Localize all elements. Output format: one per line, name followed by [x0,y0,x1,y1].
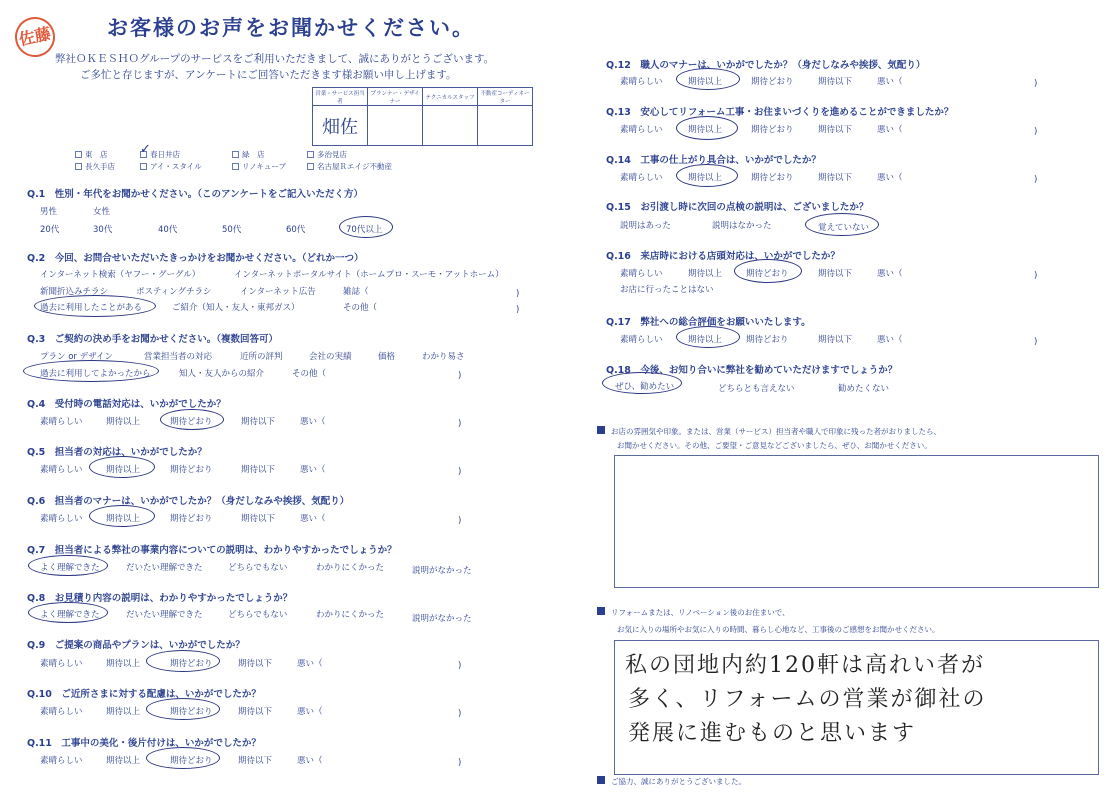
q9-option-selected[interactable]: 期待どおり [170,659,213,669]
q3-option[interactable]: その他（ [292,369,327,379]
q16-option[interactable]: 期待以上 [688,269,723,279]
q16-option[interactable]: 素晴らしい [620,269,663,279]
answer-circle [28,602,108,623]
q3-option[interactable]: 近所の評判 [240,352,283,362]
q6-option[interactable]: 期待どおり [170,514,213,524]
store-checkbox[interactable]: 緑 店 [232,149,265,160]
staff-name-handwritten: 畑佐 [313,106,368,146]
q2-option[interactable]: 新聞折込みチラシ [40,287,109,297]
q18-title: Q.18 今後、お知り合いに弊社を勧めていただけますでしょうか？ [606,365,898,376]
q13-option[interactable]: 期待以下 [818,125,853,135]
q13-title: Q.13 安心してリフォーム工事・お住まいづくりを進めることができましたか？ [606,107,954,118]
answer-circle [146,747,220,769]
q12-option[interactable]: 素晴らしい [620,77,663,87]
q2-option[interactable]: ポスティングチラシ [136,287,212,297]
q3-option[interactable]: 営業担当者の対応 [144,352,213,362]
handwritten-comment-line-1: 私の団地内約120軒は高れい者が [625,653,985,678]
staff-header-technical: テクニカルスタッフ [423,88,478,106]
q2-option[interactable]: インターネットポータルサイト（ホームプロ・スーモ・アットホーム） [234,270,504,280]
q3-title: Q.3 ご契約の決め手をお聞かせください。（複数回答可） [27,334,279,345]
answer-circle [339,216,393,238]
q8-option-selected[interactable]: よく理解できた [40,610,100,620]
q9-option[interactable]: 素晴らしい [40,659,83,669]
close-paren: ) [1034,175,1038,185]
q12-option[interactable]: 悪い（ [877,77,903,87]
q14-option-selected[interactable]: 期待以上 [688,173,723,183]
q10-option[interactable]: 期待以下 [238,707,273,717]
store-checkbox[interactable]: 長久手店 [75,161,115,172]
q7-option[interactable]: だいたい理解できた [126,563,203,573]
seal-stamp: 佐藤 [11,13,58,60]
page-title: お客様のお声をお聞かせください。 [107,16,475,40]
close-paren: ) [1034,337,1038,347]
q5-option[interactable]: 素晴らしい [40,465,83,475]
q9-option[interactable]: 期待以下 [238,659,273,669]
q2-option[interactable]: 雑誌（ [343,287,369,297]
q13-option[interactable]: 悪い（ [877,125,903,135]
comment2-prompt-2: お気に入りの場所やお気に入りの時間、暮らし心地など、工事後のご感想をお聞かせください。 [617,625,940,634]
staff-cell-empty [368,106,423,146]
comment1-prompt-2: お聞かせください。その他、ご要望・ご意見などございましたら、ぜひ、お聞かせください。 [617,441,932,450]
q5-option-selected[interactable]: 期待以上 [106,465,141,475]
q2-option[interactable]: インターネット検索（ヤフー・グーグル） [40,270,201,280]
q4-option[interactable]: 期待以上 [106,417,141,427]
q14-option[interactable]: 悪い（ [877,173,903,183]
q3-option[interactable]: プラン or デザイン [40,352,114,362]
q2-option[interactable]: インターネット広告 [240,287,316,297]
q13-option-selected[interactable]: 期待以上 [688,125,723,135]
check-mark-icon: ✓ [140,142,151,157]
q6-option[interactable]: 素晴らしい [40,514,83,524]
answer-circle [160,409,224,430]
q2-option-selected[interactable]: 過去に利用したことがある [40,303,143,313]
q7-title: Q.7 担当者による弊社の事業内容についての説明は、わかりやすかったでしょうか？ [27,545,397,556]
answer-circle [34,295,156,317]
q14-option[interactable]: 素晴らしい [620,173,663,183]
answer-circle [676,116,738,140]
close-paren: ) [1034,271,1038,281]
staff-header-sales: 営業・サービス担当者 [313,88,368,106]
q8-option[interactable]: わかりにくかった [316,610,385,620]
footer-thanks: ご協力、誠にありがとうございました。 [597,776,746,787]
staff-table [312,87,533,146]
q10-title: Q.10 ご近所さまに対する配慮は、いかがでしたか？ [27,689,261,700]
q3-option[interactable]: わかり易さ [422,352,465,362]
q8-title: Q.8 お見積り内容の説明は、わかりやすかったでしょうか？ [27,593,293,604]
checkbox-icon [75,163,82,170]
q5-title: Q.5 担当者の対応は、いかがでしたか？ [27,447,207,458]
q17-option-selected[interactable]: 期待以上 [688,335,723,345]
q12-option[interactable]: 期待どおり [751,77,794,87]
q11-option[interactable]: 期待以上 [106,756,141,766]
checkbox-icon [232,151,239,158]
handwritten-comment-line-3: 発展に進むものと思います [628,721,917,746]
q5-option[interactable]: 期待以下 [241,465,276,475]
q1-option[interactable]: 50代 [222,225,242,235]
q16-option[interactable]: 期待以下 [818,269,853,279]
q12-option[interactable]: 期待以下 [818,77,853,87]
q13-option[interactable]: 素晴らしい [620,125,663,135]
q2-option[interactable]: その他（ [343,303,378,313]
q10-option[interactable]: 期待以上 [106,707,141,717]
q11-option[interactable]: 期待以下 [238,756,273,766]
staff-header-realestate: 不動産コーディネーター [478,88,533,106]
q6-option-selected[interactable]: 期待以上 [106,514,141,524]
q17-option[interactable]: 素晴らしい [620,335,663,345]
answer-circle [805,213,879,236]
q4-option[interactable]: 素晴らしい [40,417,83,427]
checkbox-icon [140,163,147,170]
answer-circle [676,68,740,90]
checkbox-icon [232,163,239,170]
q11-option[interactable]: 悪い（ [297,756,323,766]
q11-option[interactable]: 素晴らしい [40,756,83,766]
store-checkbox[interactable]: 東 店 [75,149,108,160]
q1-option[interactable]: 30代 [93,225,113,235]
q17-option[interactable]: 期待どおり [746,335,789,345]
q16-title: Q.16 来店時における店頭対応は、いかがでしたか？ [606,251,840,262]
q13-option[interactable]: 期待どおり [751,125,794,135]
close-paren: ) [516,289,520,299]
q4-option[interactable]: 悪い（ [300,417,326,427]
q10-option[interactable]: 素晴らしい [40,707,83,717]
q9-option[interactable]: 悪い（ [297,659,323,669]
q1-option[interactable]: 男性 [40,207,58,217]
intro-line-1: 弊社ＯＫＥＳＨＯグループのサービスをご利用いただきまして、誠にありがとうございます。 [55,53,495,65]
answer-circle [146,650,220,672]
store-checkbox[interactable]: 春日井店 [140,149,180,160]
q11-title: Q.11 工事中の美化・後片付けは、いかがでしたか？ [27,738,261,749]
q1-option-selected[interactable]: 70代以上 [346,225,383,235]
answer-circle [89,505,155,527]
q4-option-selected[interactable]: 期待どおり [170,417,213,427]
answer-circle [676,326,740,348]
staff-header-planner: プランナー・デザイナー [368,88,423,106]
q17-option[interactable]: 悪い（ [877,335,903,345]
close-paren: ) [458,467,462,477]
square-bullet-icon [597,776,605,784]
q12-option-selected[interactable]: 期待以上 [688,77,723,87]
q12-title: Q.12 職人のマナーは、いかがでしたか？（身だしなみや挨拶、気配り） [606,60,926,71]
answer-circle [734,259,802,283]
q9-title: Q.9 ご提案の商品やプランは、いかがでしたか？ [27,640,245,651]
q4-option[interactable]: 期待以下 [241,417,276,427]
close-paren: ) [458,709,462,719]
q16-option[interactable]: 悪い（ [877,269,903,279]
square-bullet-icon [597,426,605,434]
intro-line-2: ご多忙と存じますが、アンケートにご回答いただきます様お願い申し上げます。 [80,69,457,81]
store-checkbox[interactable]: 名古屋Ｒエイジ不動産 [307,161,392,172]
handwritten-comment-line-2: 多く、リフォームの営業が御社の [628,687,987,712]
q8-option[interactable]: どちらでもない [228,610,288,620]
q5-option[interactable]: 悪い（ [300,465,326,475]
answer-circle [23,360,159,382]
q4-title: Q.4 受付時の電話対応は、いかがでしたか？ [27,399,226,410]
q2-title: Q.2 今回、お問合せいただいたきっかけをお聞かせください。（どれか一つ） [27,253,364,264]
q3-option-selected[interactable]: 過去に利用してよかったから [40,369,151,379]
q14-option[interactable]: 期待どおり [751,173,794,183]
close-paren: ) [458,419,462,429]
store-checkbox[interactable]: 多治見店 [307,149,347,160]
close-paren: ) [1034,127,1038,137]
staff-cell-empty [478,106,533,146]
answer-circle [146,698,220,720]
q1-option[interactable]: 20代 [40,225,60,235]
q11-option-selected[interactable]: 期待どおり [170,756,213,766]
q17-option[interactable]: 期待以下 [818,335,853,345]
checkbox-icon [307,151,314,158]
comment2-prompt-1: リフォームまたは、リノベーション後のお住まいで、 [597,607,790,618]
q6-title: Q.6 担当者のマナーは、いかがでしたか？（身だしなみや挨拶、気配り） [27,496,350,507]
q8-option[interactable]: だいたい理解できた [126,610,203,620]
store-checkbox[interactable]: リノキューブ [232,161,286,172]
q7-option[interactable]: わかりにくかった [316,563,385,573]
answer-circle [28,555,108,576]
q5-option[interactable]: 期待どおり [170,465,213,475]
q8-option[interactable]: 説明がなかった [412,614,472,624]
q6-option[interactable]: 悪い（ [300,514,326,524]
q18-option-selected[interactable]: ぜひ、勧めたい [615,382,675,392]
q16-option-selected[interactable]: 期待どおり [746,269,789,279]
q7-option[interactable]: どちらでもない [228,563,288,573]
q17-title: Q.17 弊社への総合評価をお願いいたします。 [606,317,811,328]
q14-option[interactable]: 期待以下 [818,173,853,183]
close-paren: ) [516,305,520,315]
checkbox-icon [307,163,314,170]
q9-option[interactable]: 期待以上 [106,659,141,669]
staff-cell-empty [423,106,478,146]
q16-option[interactable]: お店に行ったことはない [620,285,714,295]
q1-option[interactable]: 女性 [93,207,111,217]
q18-option[interactable]: どちらとも言えない [718,384,795,394]
q1-option[interactable]: 60代 [286,225,306,235]
q2-option[interactable]: ご紹介（知人・友人・東邦ガス） [172,303,300,313]
q14-title: Q.14 工事の仕上がり具合は、いかがでしたか？ [606,155,821,166]
close-paren: ) [1034,79,1038,89]
q10-option[interactable]: 悪い（ [297,707,323,717]
q3-option[interactable]: 知人・友人からの紹介 [179,369,265,379]
answer-circle [602,372,682,394]
close-paren: ) [458,371,462,381]
close-paren: ) [458,661,462,671]
q15-option[interactable]: 説明はなかった [712,221,772,231]
q3-option[interactable]: 価格 [378,352,396,362]
q15-option-selected[interactable]: 覚えていない [818,223,870,233]
q3-option[interactable]: 会社の実績 [309,352,352,362]
checkbox-icon [75,151,82,158]
square-bullet-icon [597,607,605,615]
q7-option[interactable]: 説明がなかった [412,566,472,576]
q1-title: Q.1 性別・年代をお聞かせください。（このアンケートをご記入いただく方） [27,189,363,200]
close-paren: ) [458,758,462,768]
q7-option-selected[interactable]: よく理解できた [40,563,100,573]
q15-title: Q.15 お引渡し時に次回の点検の説明は、ございましたか？ [606,202,869,213]
close-paren: ) [458,516,462,526]
q18-option[interactable]: 勧めたくない [838,384,890,394]
comment1-prompt-1: お店の雰囲気や印象。または、営業（サービス）担当者や職人で印象に残った者がおりましたら、 [597,426,941,437]
q6-option[interactable]: 期待以下 [241,514,276,524]
store-checkbox[interactable]: アイ・スタイル [140,161,202,172]
q1-option[interactable]: 40代 [158,225,178,235]
answer-circle [89,456,155,478]
q15-option[interactable]: 説明はあった [620,221,671,231]
q10-option-selected[interactable]: 期待どおり [170,707,213,717]
answer-circle [676,164,738,187]
comment1-textarea[interactable] [614,455,1099,588]
